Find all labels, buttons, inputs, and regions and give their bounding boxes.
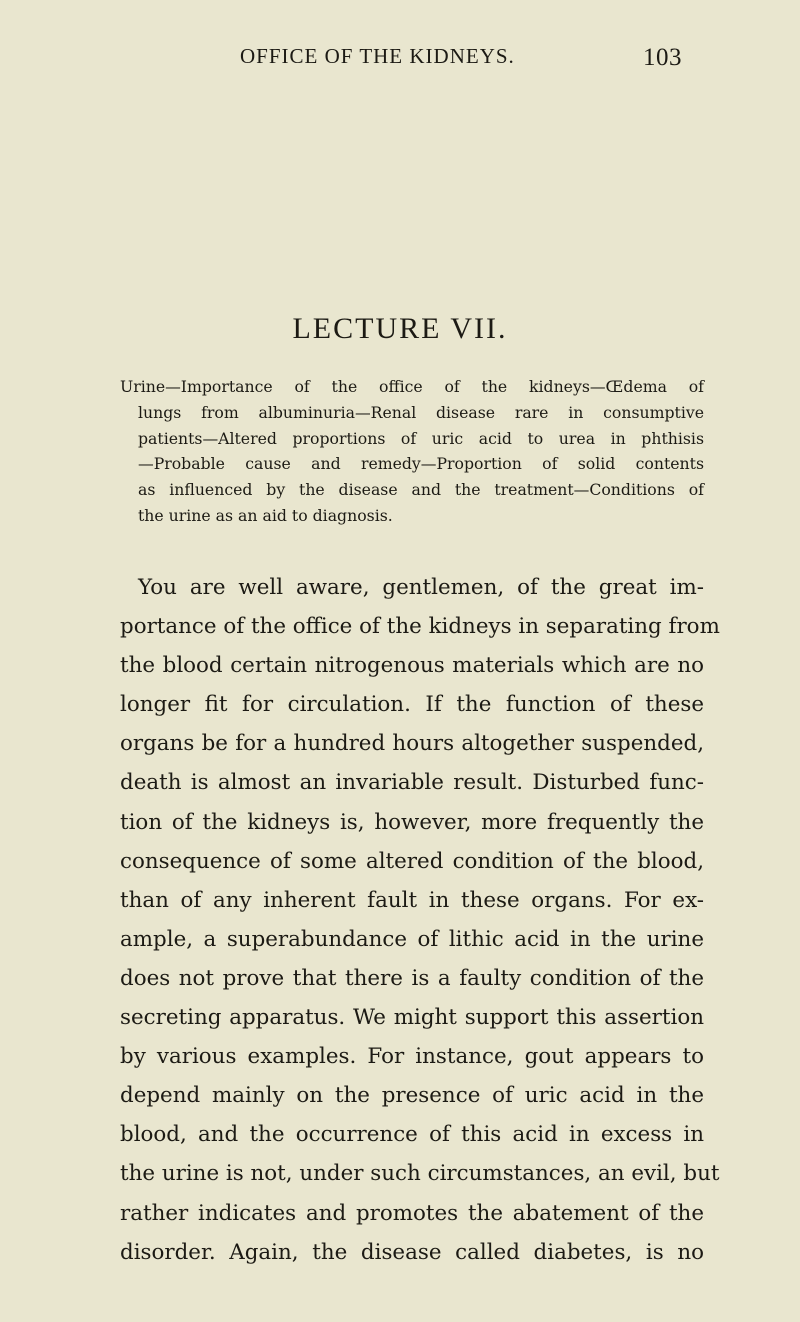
synopsis-line: Urine—Importance of the office of the kidneys—Œdema of bbox=[120, 377, 704, 396]
lecture-title: LECTURE VII. bbox=[292, 312, 508, 345]
lecture-synopsis bbox=[120, 374, 704, 529]
body-line: tion of the kidneys is, however, more frequently the bbox=[120, 809, 704, 835]
body-line: ample, a superabundance of lithic acid in the urine bbox=[120, 926, 704, 952]
body-line: rather indicates and promotes the abatement of the bbox=[120, 1200, 704, 1226]
body-line: the urine is not, under such circumstances, an evil, but bbox=[120, 1161, 720, 1187]
running-title: OFFICE OF THE KIDNEYS. bbox=[240, 44, 515, 68]
body-line: by various examples. For instance, gout appears to bbox=[120, 1044, 704, 1070]
body-line: consequence of some altered condition of the blood, bbox=[120, 848, 704, 874]
body-line: than of any inherent fault in these organs. For ex- bbox=[120, 887, 704, 913]
body-line: You are well aware, gentlemen, of the great im- bbox=[138, 575, 704, 600]
synopsis-line: the urine as an aid to diagnosis. bbox=[138, 505, 393, 525]
body-line: disorder. Again, the disease called diabetes, is no bbox=[120, 1239, 704, 1265]
page-number: 103 bbox=[643, 44, 682, 71]
synopsis-line: lungs from albuminuria—Renal disease rare in consumptive bbox=[138, 402, 704, 422]
synopsis-line: patients—Altered proportions of uric acid to urea in phthisis bbox=[138, 428, 704, 448]
synopsis-line: as influenced by the disease and the treatment—Conditions of bbox=[138, 480, 704, 500]
running-head bbox=[240, 44, 690, 74]
body-paragraph bbox=[120, 568, 720, 1272]
synopsis-line: —Probable cause and remedy—Proportion of solid contents bbox=[138, 454, 704, 474]
body-line: the blood certain nitrogenous materials which are no bbox=[120, 653, 704, 679]
body-line: does not prove that there is a faulty condition of the bbox=[120, 965, 704, 991]
body-line: blood, and the occurrence of this acid in excess in bbox=[120, 1122, 704, 1148]
body-line: depend mainly on the presence of uric acid in the bbox=[120, 1083, 704, 1109]
body-line: death is almost an invariable result. Disturbed func- bbox=[120, 770, 704, 796]
body-line: secreting apparatus. We might support this assertion bbox=[120, 1005, 704, 1031]
body-line: organs be for a hundred hours altogether suspended, bbox=[120, 731, 704, 757]
body-line: longer fit for circulation. If the function of these bbox=[120, 692, 704, 718]
body-line: portance of the office of the kidneys in separating from bbox=[120, 614, 720, 640]
